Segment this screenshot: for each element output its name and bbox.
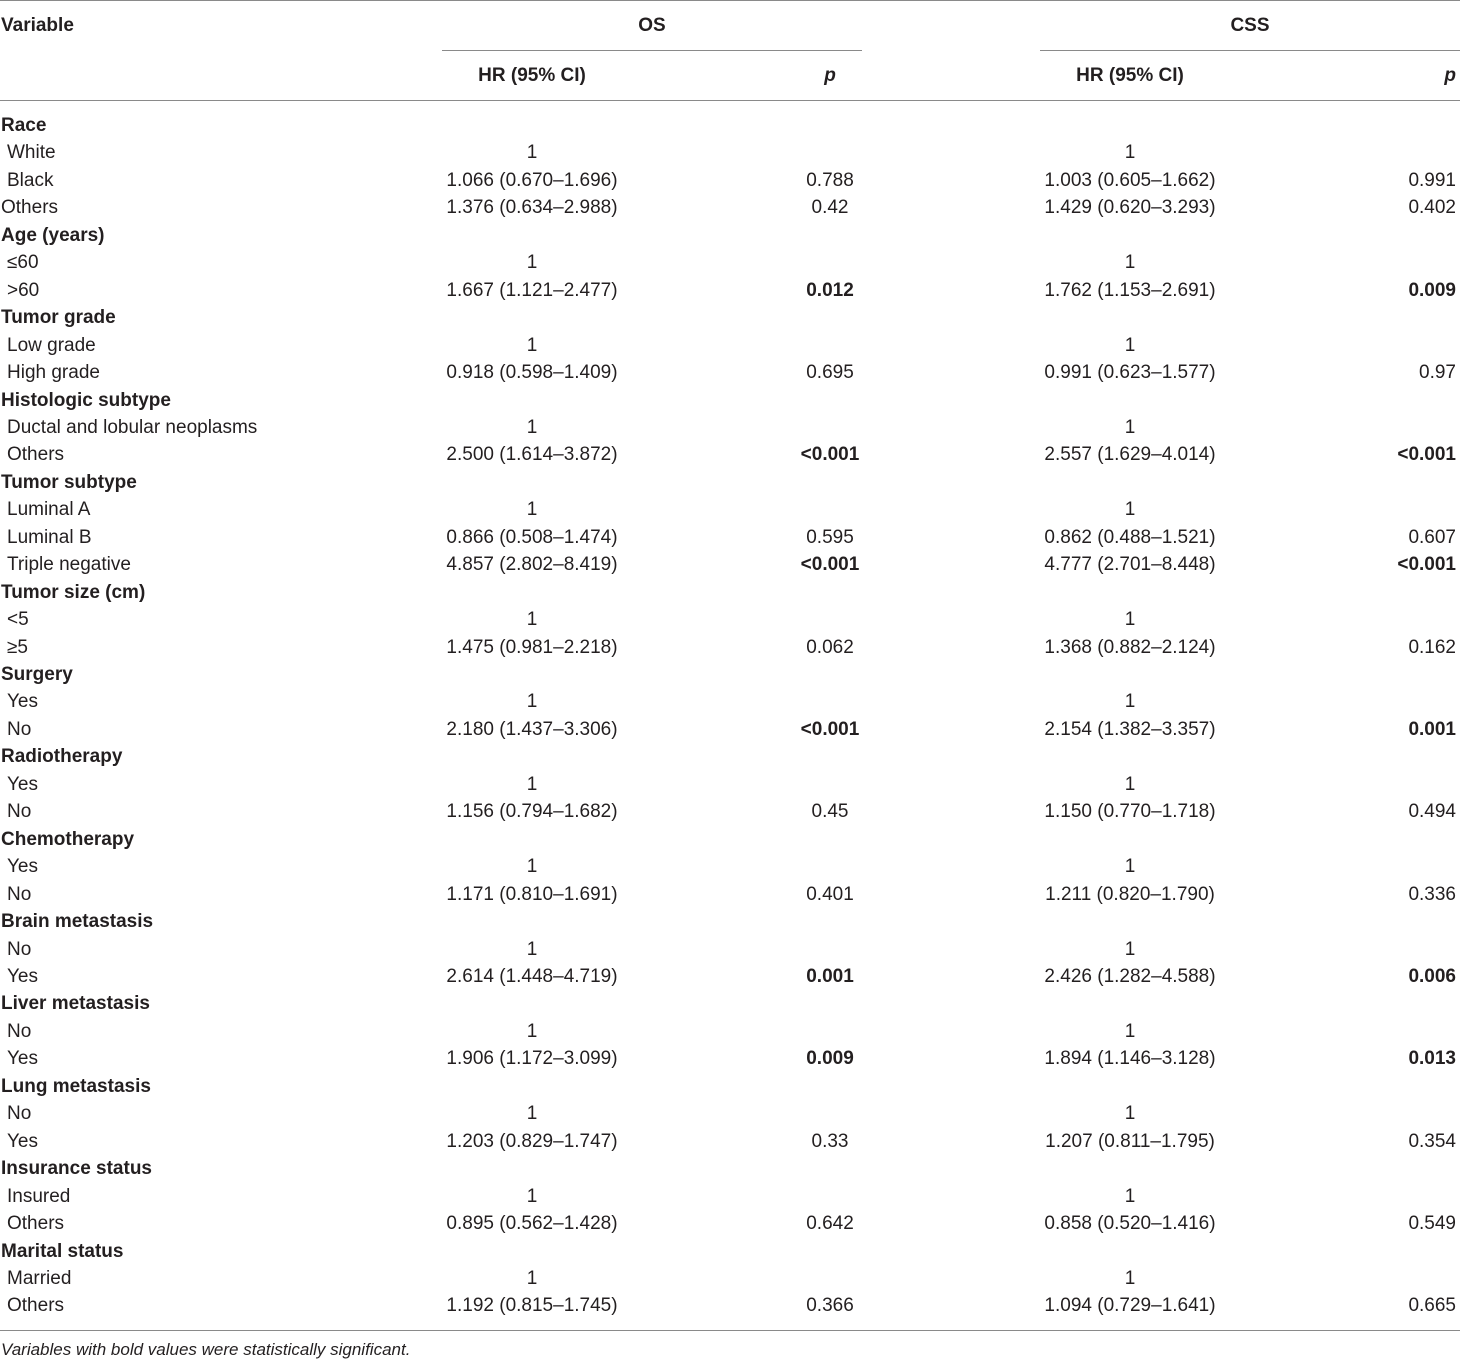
row-label: Low grade [7,334,96,356]
table-row [0,688,1460,715]
table-row [0,414,1460,441]
group-row [0,661,1460,688]
group-label: Brain metastasis [1,911,154,932]
css-p-cell: 0.001 [1408,718,1456,740]
os-p-cell: 0.33 [811,1130,849,1152]
table-row [0,524,1460,551]
row-label: No [7,801,32,823]
row-label: Yes [7,691,38,713]
css-p-cell: 0.494 [1408,801,1456,823]
row-label: Married [7,1267,72,1289]
group-label: Age (years) [1,224,105,246]
css-hr-cell: 1.429 (0.620–3.293) [1044,197,1216,219]
css-hr-cell: 2.557 (1.629–4.014) [1044,444,1216,466]
os-p-cell: 0.062 [806,636,854,658]
header-bottom-rule [0,100,1460,101]
header-os: OS [638,15,666,36]
group-row [0,1073,1460,1100]
header-variable: Variable [1,15,74,36]
row-label: Triple negative [7,554,131,576]
group-row [0,1155,1460,1182]
css-p-cell: 0.336 [1408,883,1456,905]
table-row [0,1045,1460,1072]
table-row [0,606,1460,633]
css-hr-cell: 1.762 (1.153–2.691) [1044,279,1216,301]
os-hr-cell: 1 [526,334,538,356]
table-row [0,963,1460,990]
row-label: White [7,142,56,164]
group-label: Tumor size (cm) [1,581,146,603]
table-row [0,194,1460,221]
css-hr-cell: 1 [1124,1185,1136,1207]
os-hr-cell: 1.203 (0.829–1.747) [446,1130,618,1152]
row-label: Yes [7,1130,38,1152]
header-css-hr: HR (95% CI) [1076,65,1184,86]
table-row [0,798,1460,825]
group-label: Race [1,115,47,136]
group-row [0,304,1460,331]
css-hr-cell: 1 [1124,938,1136,960]
css-hr-cell: 1 [1124,1020,1136,1042]
css-hr-cell: 1.368 (0.882–2.124) [1044,636,1216,658]
group-row [0,469,1460,496]
os-hr-cell: 1.156 (0.794–1.682) [446,801,618,823]
row-label: ≥5 [7,636,28,658]
os-hr-cell: 1 [526,142,538,164]
table-top-rule [0,0,1460,1]
os-p-cell: 0.009 [806,1048,854,1070]
css-p-cell: 0.991 [1408,169,1456,191]
css-hr-cell: 1.150 (0.770–1.718) [1044,801,1216,823]
os-hr-cell: 1 [526,1103,538,1125]
os-hr-cell: 0.866 (0.508–1.474) [446,526,618,548]
os-hr-cell: 1.171 (0.810–1.691) [446,883,618,905]
table-row [0,771,1460,798]
os-hr-cell: 4.857 (2.802–8.419) [446,554,618,576]
os-hr-cell: 1 [526,416,538,438]
group-row [0,743,1460,770]
css-hr-cell: 2.426 (1.282–4.588) [1044,965,1216,987]
css-p-cell: 0.549 [1408,1213,1456,1234]
table-row [0,139,1460,166]
header-css: CSS [1230,15,1270,36]
group-row [0,990,1460,1017]
os-hr-cell: 1 [526,1020,538,1042]
css-p-cell: 0.354 [1408,1130,1456,1152]
os-p-cell: 0.642 [806,1213,854,1234]
row-label: High grade [7,362,100,383]
os-p-cell: 0.366 [806,1295,854,1317]
os-hr-cell: 2.614 (1.448–4.719) [446,965,618,987]
os-p-cell: 0.788 [806,169,854,191]
os-span-rule [442,50,862,51]
table-footnote: Variables with bold values were statistically significant. [1,1340,411,1359]
css-p-cell: 0.013 [1408,1048,1456,1070]
css-p-cell: 0.607 [1408,526,1456,548]
os-hr-cell: 2.500 (1.614–3.872) [446,444,618,466]
css-p-cell: 0.009 [1408,279,1456,301]
os-p-cell: 0.012 [806,279,854,301]
group-row [0,112,1460,139]
group-label: Radiotherapy [1,746,123,768]
row-label: Luminal A [7,499,91,521]
os-p-cell: 0.401 [806,883,854,905]
css-hr-cell: 1.211 (0.820–1.790) [1045,883,1215,905]
header-os-hr: HR (95% CI) [478,65,586,86]
css-p-cell: <0.001 [1397,554,1456,576]
row-label: No [7,718,32,740]
css-p-cell: 0.97 [1419,362,1456,383]
row-label: Yes [7,856,38,878]
os-p-cell: <0.001 [800,444,860,466]
group-label: Liver metastasis [1,993,150,1015]
css-p-cell: 0.402 [1408,197,1456,219]
row-label: Yes [7,965,38,987]
css-hr-cell: 1 [1124,856,1136,878]
table-row [0,1265,1460,1292]
group-label: Lung metastasis [1,1075,151,1097]
row-label: No [7,1020,32,1042]
row-label: Yes [7,1048,38,1070]
row-label: No [7,938,32,960]
table-row [0,167,1460,194]
css-hr-cell: 2.154 (1.382–3.357) [1044,718,1216,740]
row-label: <5 [7,609,29,631]
row-label: No [7,1103,32,1125]
row-label: Yes [7,773,38,795]
group-label: Histologic subtype [1,389,171,411]
os-p-cell: 0.695 [806,362,854,383]
os-hr-cell: 1.066 (0.670–1.696) [446,169,618,191]
row-label: >60 [7,279,40,301]
css-p-cell: <0.001 [1397,444,1456,466]
row-label: Others [1,197,59,219]
row-label: Others [7,444,65,466]
os-p-cell: <0.001 [800,718,860,740]
os-hr-cell: 1.475 (0.981–2.218) [446,636,618,658]
group-label: Tumor grade [1,307,116,329]
table-row [0,1183,1460,1210]
css-hr-cell: 1 [1124,252,1136,274]
table-row [0,1018,1460,1045]
group-row [0,1238,1460,1265]
css-hr-cell: 1.894 (1.146–3.128) [1044,1048,1216,1070]
os-hr-cell: 1 [526,1267,538,1289]
table-row [0,853,1460,880]
os-hr-cell: 1 [526,609,538,631]
os-hr-cell: 2.180 (1.437–3.306) [446,718,618,740]
group-label: Insurance status [1,1158,152,1180]
table-row [0,277,1460,304]
table-row [0,551,1460,578]
table-row [0,1292,1460,1319]
table-row [0,881,1460,908]
os-hr-cell: 1 [526,691,538,713]
header-css-p: p [1444,65,1456,86]
table-row [0,1128,1460,1155]
row-label: No [7,883,32,905]
os-p-cell: 0.42 [811,197,849,219]
css-p-cell: 0.665 [1408,1295,1456,1317]
os-hr-cell: 1.376 (0.634–2.988) [446,197,618,219]
header-os-p: p [824,65,836,86]
os-p-cell: 0.001 [806,965,854,987]
table-row [0,441,1460,468]
os-p-cell: <0.001 [800,554,860,576]
os-hr-cell: 0.895 (0.562–1.428) [446,1213,618,1234]
css-hr-cell: 1.094 (0.729–1.641) [1044,1295,1216,1317]
group-label: Chemotherapy [1,828,135,850]
css-hr-cell: 1 [1124,691,1136,713]
os-p-cell: 0.595 [806,526,854,548]
row-label: Black [7,169,54,191]
table-row [0,1100,1460,1127]
table-row [0,1210,1460,1237]
table-row [0,936,1460,963]
css-hr-cell: 0.991 (0.623–1.577) [1044,362,1216,383]
os-hr-cell: 1 [526,1185,538,1207]
css-p-cell: 0.006 [1408,965,1456,987]
css-hr-cell: 1 [1124,334,1136,356]
group-row [0,387,1460,414]
row-label: Others [7,1295,65,1317]
group-label: Surgery [1,664,73,685]
os-hr-cell: 1 [526,252,538,274]
row-label: Others [7,1213,65,1234]
row-label: Ductal and lobular neoplasms [7,416,258,438]
table-row [0,496,1460,523]
css-hr-cell: 4.777 (2.701–8.448) [1044,554,1216,576]
css-hr-cell: 0.862 (0.488–1.521) [1044,526,1216,548]
os-hr-cell: 1 [526,773,538,795]
css-hr-cell: 1 [1124,773,1136,795]
group-row [0,222,1460,249]
table-row [0,634,1460,661]
css-hr-cell: 1 [1124,416,1136,438]
os-hr-cell: 1.667 (1.121–2.477) [446,279,618,301]
os-hr-cell: 1 [526,856,538,878]
css-span-rule [1040,50,1460,51]
css-hr-cell: 1.003 (0.605–1.662) [1044,169,1216,191]
css-hr-cell: 1 [1124,1267,1136,1289]
table-row [0,716,1460,743]
os-hr-cell: 1.192 (0.815–1.745) [446,1295,618,1317]
os-p-cell: 0.45 [811,801,849,823]
row-label: Insured [7,1185,71,1207]
group-label: Tumor subtype [1,471,137,493]
group-row [0,579,1460,606]
os-hr-cell: 1 [526,499,538,521]
css-hr-cell: 0.858 (0.520–1.416) [1044,1213,1216,1234]
css-hr-cell: 1 [1124,142,1136,164]
group-label: Marital status [1,1240,124,1262]
table-row [0,359,1460,386]
table-bottom-rule [0,1330,1460,1331]
table-row [0,249,1460,276]
css-hr-cell: 1 [1124,1103,1136,1125]
css-hr-cell: 1 [1124,499,1136,521]
table-row [0,332,1460,359]
os-hr-cell: 1.906 (1.172–3.099) [446,1048,618,1070]
css-hr-cell: 1 [1124,609,1136,631]
row-label: Luminal B [7,526,92,548]
os-hr-cell: 0.918 (0.598–1.409) [446,362,618,383]
group-row [0,908,1460,935]
css-hr-cell: 1.207 (0.811–1.795) [1045,1130,1215,1152]
os-hr-cell: 1 [526,938,538,960]
css-p-cell: 0.162 [1408,636,1456,658]
row-label: ≤60 [7,252,39,274]
group-row [0,826,1460,853]
